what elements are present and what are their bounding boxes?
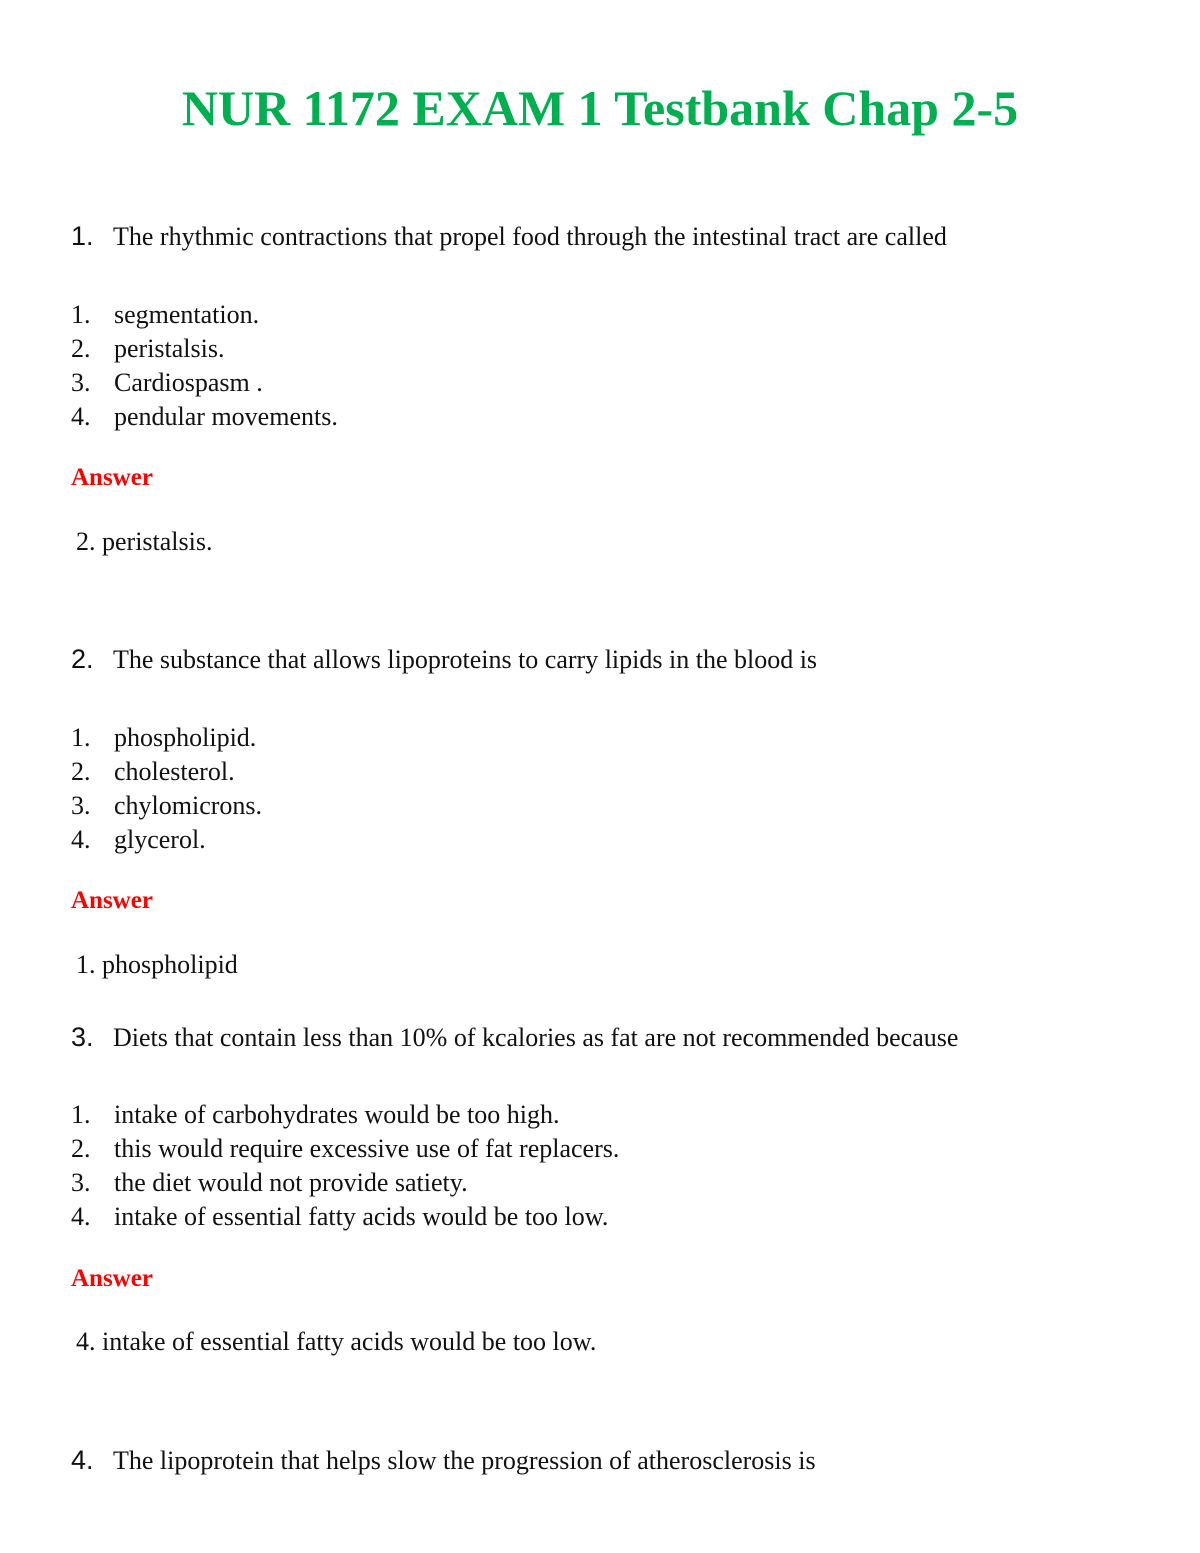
question-3 <box>71 1021 958 1054</box>
option-text: cholesterol. <box>114 757 235 786</box>
option-text: the diet would not provide satiety. <box>114 1168 468 1197</box>
question-number: 2. <box>71 644 94 674</box>
question-2 <box>71 643 817 676</box>
option-number: 1. <box>71 723 91 752</box>
option-text: intake of essential fatty acids would be too low. <box>114 1202 609 1231</box>
answer-text: 4. intake of essential fatty acids would be too low. <box>76 1327 597 1356</box>
option-text: Cardiospasm . <box>114 368 263 397</box>
option-text: segmentation. <box>114 300 260 329</box>
question-number: 1. <box>71 221 94 251</box>
question-4 <box>71 1444 816 1477</box>
options-list-3 <box>71 1098 619 1234</box>
option-item <box>71 1132 619 1166</box>
option-item <box>71 721 262 755</box>
option-item <box>71 823 262 857</box>
answer-label: Answer <box>71 887 153 914</box>
option-number: 1. <box>71 300 91 329</box>
option-item <box>71 1200 619 1234</box>
option-number: 4. <box>71 1202 91 1231</box>
option-item <box>71 1166 619 1200</box>
question-number: 3. <box>71 1022 94 1052</box>
option-item <box>71 755 262 789</box>
option-item <box>71 366 338 400</box>
answer-label: Answer <box>71 1265 153 1292</box>
option-item <box>71 1098 619 1132</box>
option-number: 1. <box>71 1100 91 1129</box>
question-1 <box>71 220 947 253</box>
option-number: 3. <box>71 368 91 397</box>
option-number: 3. <box>71 1168 91 1197</box>
question-text: Diets that contain less than 10% of kcalories as fat are not recommended because <box>113 1023 959 1052</box>
option-item <box>71 400 338 434</box>
option-item <box>71 298 338 332</box>
question-text: The substance that allows lipoproteins to carry lipids in the blood is <box>113 645 818 674</box>
option-number: 4. <box>71 402 91 431</box>
option-text: this would require excessive use of fat replacers. <box>114 1134 620 1163</box>
option-text: intake of carbohydrates would be too high. <box>114 1100 560 1129</box>
answer-label: Answer <box>71 464 153 491</box>
options-list-1 <box>71 298 338 434</box>
option-item <box>71 789 262 823</box>
option-number: 2. <box>71 1134 91 1163</box>
option-text: pendular movements. <box>114 402 338 431</box>
option-number: 4. <box>71 825 91 854</box>
question-number: 4. <box>71 1445 94 1475</box>
answer-text: 1. phospholipid <box>76 950 238 979</box>
answer-text: 2. peristalsis. <box>76 527 213 556</box>
option-number: 2. <box>71 334 91 363</box>
option-text: peristalsis. <box>114 334 225 363</box>
option-number: 3. <box>71 791 91 820</box>
question-text: The rhythmic contractions that propel food through the intestinal tract are called <box>113 222 947 251</box>
option-text: glycerol. <box>114 825 206 854</box>
question-text: The lipoprotein that helps slow the progression of atherosclerosis is <box>113 1446 816 1475</box>
document-title: NUR 1172 EXAM 1 Testbank Chap 2-5 <box>181 80 1019 136</box>
option-text: phospholipid. <box>114 723 257 752</box>
options-list-2 <box>71 721 262 857</box>
option-number: 2. <box>71 757 91 786</box>
option-item <box>71 332 338 366</box>
option-text: chylomicrons. <box>114 791 263 820</box>
